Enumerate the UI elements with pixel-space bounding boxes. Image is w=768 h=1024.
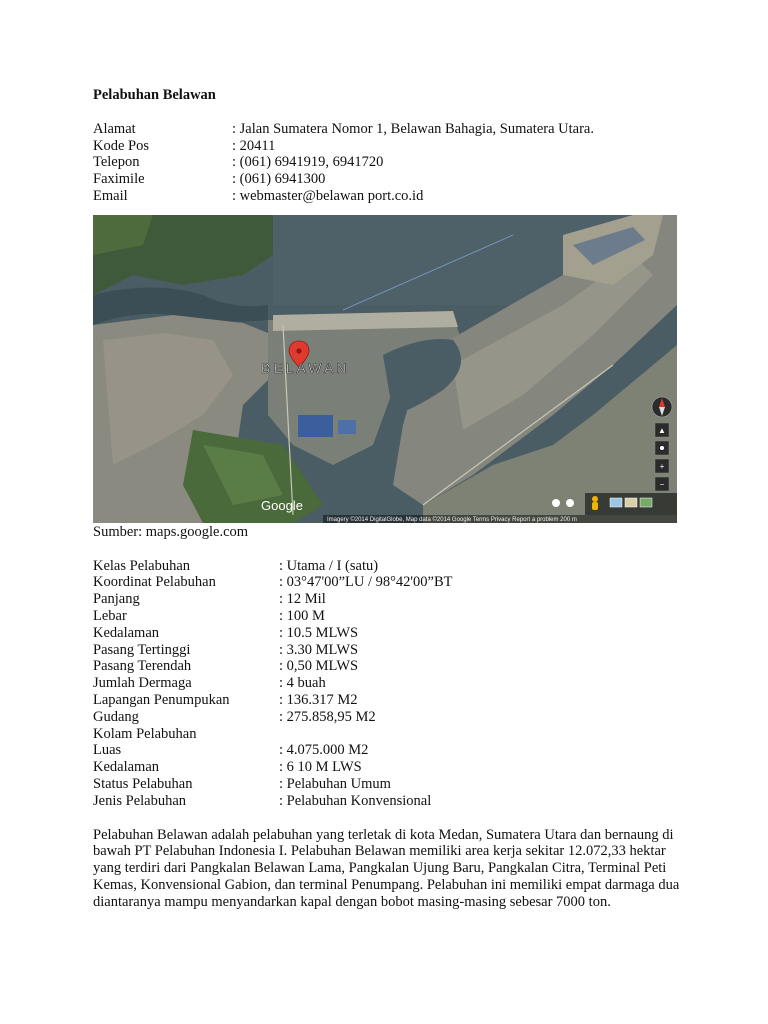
detail-value: : Pelabuhan Umum <box>279 775 391 792</box>
detail-row <box>93 558 683 575</box>
layer-thumbnails-icon[interactable] <box>610 498 652 507</box>
detail-row <box>93 709 683 726</box>
document-page <box>93 87 683 911</box>
contact-row <box>93 138 683 155</box>
detail-value: : 136.317 M2 <box>279 691 358 708</box>
detail-row <box>93 742 683 759</box>
map-attribution: Imagery ©2014 DigitalGlobe, Map data ©2014 Google Terms Privacy Report a problem 200 m <box>327 516 577 523</box>
detail-label: Pasang Tertinggi <box>93 641 191 658</box>
pegman-icon[interactable] <box>592 496 598 510</box>
detail-value: : 4.075.000 M2 <box>279 742 369 759</box>
detail-label: Lebar <box>93 607 127 624</box>
detail-row <box>93 776 683 793</box>
image-source: Sumber: maps.google.com <box>93 523 249 540</box>
google-logo: Google <box>261 497 303 513</box>
detail-row <box>93 591 683 608</box>
detail-row <box>93 692 683 709</box>
detail-row <box>93 608 683 625</box>
port-details <box>93 558 683 810</box>
detail-label: Panjang <box>93 591 140 608</box>
map-place-label: BELAWAN <box>261 359 350 376</box>
detail-value: : 03°47'00”LU / 98°42'00”BT <box>279 574 453 591</box>
detail-label: Kedalaman <box>93 624 160 641</box>
detail-value: : 275.858,95 M2 <box>279 708 376 725</box>
detail-value: : Utama / I (satu) <box>279 557 379 574</box>
detail-value: : Pelabuhan Konvensional <box>279 792 432 809</box>
detail-row <box>93 759 683 776</box>
detail-label: Kedalaman <box>93 759 160 776</box>
detail-label: Kolam Pelabuhan <box>93 725 197 742</box>
detail-row <box>93 625 683 642</box>
svg-text:−: − <box>659 479 665 489</box>
zoom-out-icon[interactable] <box>655 477 669 491</box>
contact-value: : Jalan Sumatera Nomor 1, Belawan Bahagia, Sumatera Utara. <box>232 120 594 137</box>
detail-label: Kelas Pelabuhan <box>93 557 191 574</box>
contact-label: Email <box>93 187 128 204</box>
contact-label: Kode Pos <box>93 137 149 154</box>
detail-value: : 6 10 M LWS <box>279 759 362 776</box>
detail-value: : 12 Mil <box>279 591 326 608</box>
detail-row <box>93 726 683 743</box>
detail-value: : 10.5 MLWS <box>279 624 359 641</box>
contact-row <box>93 154 683 171</box>
contact-value: : (061) 6941300 <box>232 171 326 188</box>
tilt-icon[interactable] <box>655 423 669 437</box>
contact-label: Faximile <box>93 171 145 188</box>
detail-label: Pasang Terendah <box>93 658 192 675</box>
detail-row <box>93 675 683 692</box>
detail-value: : 100 M <box>279 607 325 624</box>
contact-value: : 20411 <box>232 137 276 154</box>
detail-row <box>93 574 683 591</box>
satellite-map-graphic <box>93 215 677 523</box>
detail-row <box>93 642 683 659</box>
detail-label: Status Pelabuhan <box>93 775 193 792</box>
detail-label: Luas <box>93 742 122 759</box>
svg-text:+: + <box>659 461 665 471</box>
detail-label: Jenis Pelabuhan <box>93 792 187 809</box>
contact-list <box>93 121 683 205</box>
detail-row <box>93 658 683 675</box>
contact-row <box>93 188 683 205</box>
detail-label: Lapangan Penumpukan <box>93 691 230 708</box>
locate-icon[interactable] <box>655 441 669 455</box>
detail-label: Jumlah Dermaga <box>93 675 192 692</box>
detail-label: Koordinat Pelabuhan <box>93 574 216 591</box>
contact-row <box>93 171 683 188</box>
satellite-map[interactable] <box>93 215 677 523</box>
svg-text:▲: ▲ <box>658 425 666 435</box>
compass-icon[interactable] <box>652 397 672 417</box>
zoom-in-icon[interactable] <box>655 459 669 473</box>
detail-value: : 4 buah <box>279 675 326 692</box>
document-title: Pelabuhan Belawan <box>93 87 216 103</box>
detail-value: : 3.30 MLWS <box>279 641 359 658</box>
detail-row <box>93 793 683 810</box>
description-paragraph: Pelabuhan Belawan adalah pelabuhan yang terletak di kota Medan, Sumatera Utara dan bernaung di bawah PT Pelabuhan Indonesia I. Pelabuhan Belawan memiliki area kerja sekitar 12.072,33 hektar yang terdiri dari Pangkalan Belawan Lama, Pangkalan Ujung Baru, Pangkalan Citra, Terminal Peti Kemas, Konvensional Gabion, dan terminal Penumpang. Pelabuhan ini memiliki empat darmaga dua diantaranya mampu menyandarkan kapal dengan bobot masing-masing sebesar 7000 ton. <box>93 826 680 910</box>
contact-value: : (061) 6941919, 6941720 <box>232 154 384 171</box>
detail-label: Gudang <box>93 708 139 725</box>
contact-row <box>93 121 683 138</box>
contact-label: Telepon <box>93 154 140 171</box>
contact-label: Alamat <box>93 120 136 137</box>
detail-value: : 0,50 MLWS <box>279 658 359 675</box>
contact-value: : webmaster@belawan port.co.id <box>232 187 424 204</box>
